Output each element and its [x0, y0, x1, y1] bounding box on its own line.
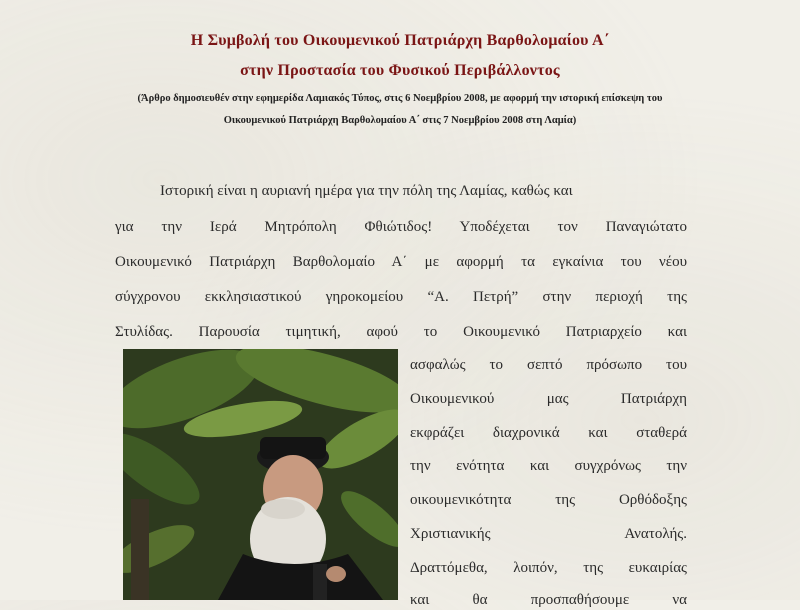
wrap-line: την ενότητα και συγχρόνως την — [410, 458, 687, 474]
wrap-line: οικουμενικότητα της Ορθόδοξης — [410, 492, 687, 508]
article-title-line-2: στην Προστασία του Φυσικού Περιβάλλοντος — [240, 62, 560, 79]
body-line: Ιστορική είναι η αυριανή ημέρα για την πόλη της Λαμίας, καθώς και — [160, 183, 573, 199]
body-line: Οικουμενικό Πατριάρχη Βαρθολομαίο Α΄ με αφορμή τα εγκαίνια του νέου — [115, 254, 687, 270]
wrap-line: Χριστιανικής Ανατολής. — [410, 526, 687, 542]
wrap-line: Οικουμενικού μας Πατριάρχη — [410, 391, 687, 407]
body-line: Στυλίδας. Παρουσία τιμητική, αφού το Οικουμενικό Πατριαρχείο και — [115, 324, 687, 340]
wrap-line: Δραττόμεθα, λοιπόν, της ευκαιρίας — [410, 560, 687, 576]
wrap-line: εκφράζει διαχρονικά και σταθερά — [410, 425, 687, 441]
article-title-line-1: Η Συμβολή του Οικουμενικού Πατριάρχη Βαρθολομαίου Α΄ — [190, 32, 610, 49]
body-line: σύγχρονου εκκλησιαστικού γηροκομείου “Α. Πετρή” στην περιοχή της — [115, 289, 687, 305]
patriarch-photo — [123, 349, 398, 600]
wrap-line: και θα προσπαθήσουμε να — [410, 592, 687, 608]
wrap-line: ασφαλώς το σεπτό πρόσωπο του — [410, 357, 687, 373]
body-line: για την Ιερά Μητρόπολη Φθιώτιδος! Υποδέχεται τον Παναγιώτατο — [115, 219, 687, 235]
article-subtitle: (Άρθρο δημοσιευθέν στην εφημερίδα Λαμιακός Τύπος, στις 6 Νοεμβρίου 2008, με αφορμή την ιστορική επίσκεψη του Οικουμενικού Πατριάρχη Βαρθολομαίου Α΄ στις 7 Νοεμβρίου 2008 στη Λαμία) — [137, 93, 663, 126]
